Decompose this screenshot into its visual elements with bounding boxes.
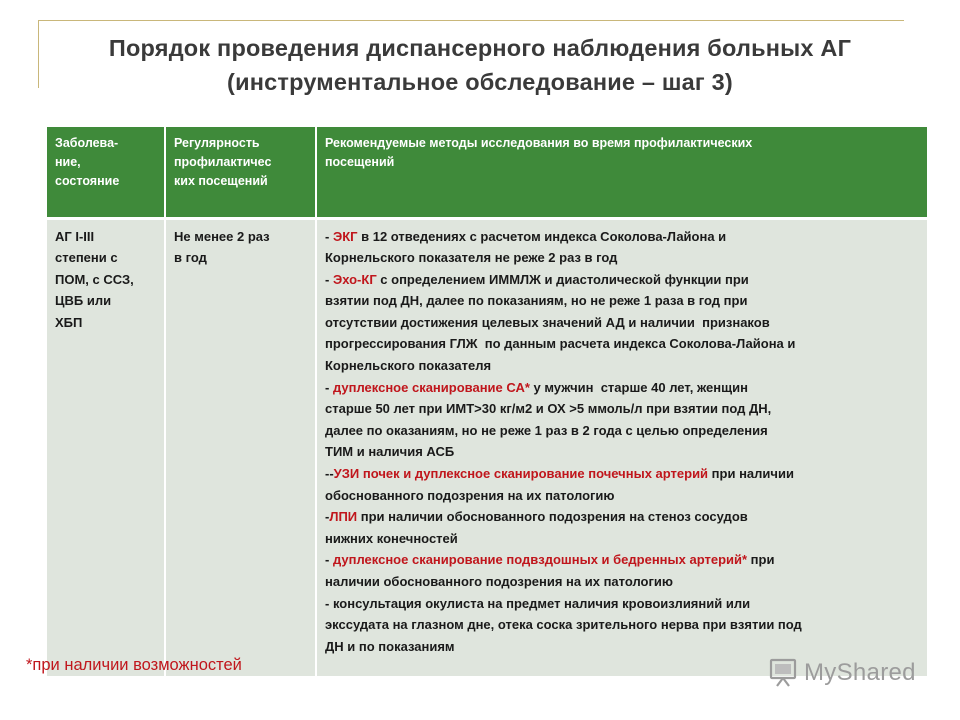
method-text: ДН и по показаниям: [325, 638, 455, 654]
method-line: [325, 420, 919, 442]
title-line-2: (инструментальное обследование – шаг 3): [227, 69, 733, 95]
method-highlight: ЭКГ: [332, 228, 358, 244]
methods-list: [325, 226, 919, 658]
method-line: [325, 485, 919, 507]
method-line: [325, 549, 919, 571]
method-text: отсутствии достижения целевых значений АД и наличии признаков: [325, 314, 770, 330]
method-text: с определением ИММЛЖ и диастолической функции при: [376, 271, 749, 287]
method-text: -: [325, 271, 333, 287]
method-text: -: [325, 552, 333, 568]
method-line: [325, 290, 919, 312]
condition-cell: АГ I-III степени с ПОМ, с ССЗ, ЦВБ или ХБП: [47, 218, 165, 676]
method-text: при наличии обоснованного подозрения на стеноз сосудов: [357, 509, 748, 525]
method-line: [325, 614, 919, 636]
frequency-cell: Не менее 2 раз в год: [165, 218, 316, 676]
method-text: -: [325, 379, 333, 395]
method-text: Корнельского показателя не реже 2 раз в год: [325, 250, 618, 266]
method-text: экссудата на глазном дне, отека соска зрительного нерва при взятии под: [325, 617, 802, 633]
method-text: Корнельского показателя: [325, 358, 492, 374]
header-condition: Заболева- ние, состояние: [47, 127, 165, 218]
method-line: [325, 377, 919, 399]
method-line: [325, 441, 919, 463]
method-text: старше 50 лет при ИМТ>30 кг/м2 и ОХ >5 ммоль/л при взятии под ДН,: [325, 401, 772, 417]
method-line: [325, 312, 919, 334]
method-highlight: Эхо-КГ: [332, 271, 377, 287]
method-text: при наличии: [708, 466, 794, 482]
header-frequency: Регулярность профилактичес ких посещений: [165, 127, 316, 218]
method-highlight: дуплексное сканирование СА*: [332, 379, 530, 395]
method-line: [325, 226, 919, 248]
method-highlight: ЛПИ: [329, 509, 358, 525]
method-line: [325, 571, 919, 593]
method-line: [325, 333, 919, 355]
method-item: [325, 377, 919, 463]
table-header-row: [47, 127, 927, 218]
method-text: у мужчин старше 40 лет, женщин: [529, 379, 748, 395]
method-text: обоснованного подозрения на их патологию: [325, 487, 615, 503]
method-text: - консультация окулиста на предмет наличия кровоизлияний или: [325, 595, 751, 611]
method-text: прогрессирования ГЛЖ по данным расчета индекса Соколова-Лайона и: [325, 336, 796, 352]
method-item: [325, 506, 919, 549]
method-text: наличии обоснованного подозрения на их патологию: [325, 574, 674, 589]
method-text: взятии под ДН, далее по показаниям, но не реже 1 раза в год при: [325, 293, 748, 309]
method-item: [325, 463, 919, 506]
title-frame-left: [38, 20, 39, 88]
title-line-1: Порядок проведения диспансерного наблюдения больных АГ: [108, 35, 852, 61]
footnote: *при наличии возможностей: [26, 656, 242, 674]
observation-table: [47, 127, 927, 676]
method-text: -: [325, 509, 330, 525]
method-line: [325, 247, 919, 269]
method-line: [325, 528, 919, 550]
method-line: [325, 398, 919, 420]
method-item: [325, 593, 919, 658]
table-row: [47, 218, 927, 676]
method-line: [325, 463, 919, 485]
method-line: [325, 636, 919, 658]
method-line: [325, 355, 919, 377]
methods-cell: [316, 218, 927, 676]
method-item: [325, 226, 919, 269]
method-text: далее по оказаниям, но не реже 1 раз в 2 года с целью определения: [325, 422, 768, 438]
method-text: в 12 отведениях с расчетом индекса Соколова-Лайона и: [357, 228, 727, 244]
method-line: [325, 506, 919, 528]
method-highlight: УЗИ почек и дуплексное сканирование почечных артерий: [333, 466, 709, 482]
method-line: [325, 269, 919, 291]
method-text: нижних конечностей: [325, 530, 458, 546]
title-frame-top: [38, 20, 904, 21]
method-text: ТИМ и наличия АСБ: [325, 444, 455, 460]
presentation-board-icon: [768, 658, 798, 688]
method-highlight: дуплексное сканирование подвздошных и бедренных артерий*: [332, 552, 748, 568]
watermark-text: MyShared: [804, 659, 916, 686]
method-text: --: [325, 466, 334, 482]
slide-title: [40, 31, 920, 99]
method-text: -: [325, 228, 333, 244]
method-text: при: [747, 552, 775, 568]
header-methods: Рекомендуемые методы исследования во время профилактических посещений: [316, 127, 927, 218]
watermark: [768, 657, 916, 689]
method-item: [325, 269, 919, 377]
method-line: [325, 593, 919, 615]
method-item: [325, 549, 919, 592]
